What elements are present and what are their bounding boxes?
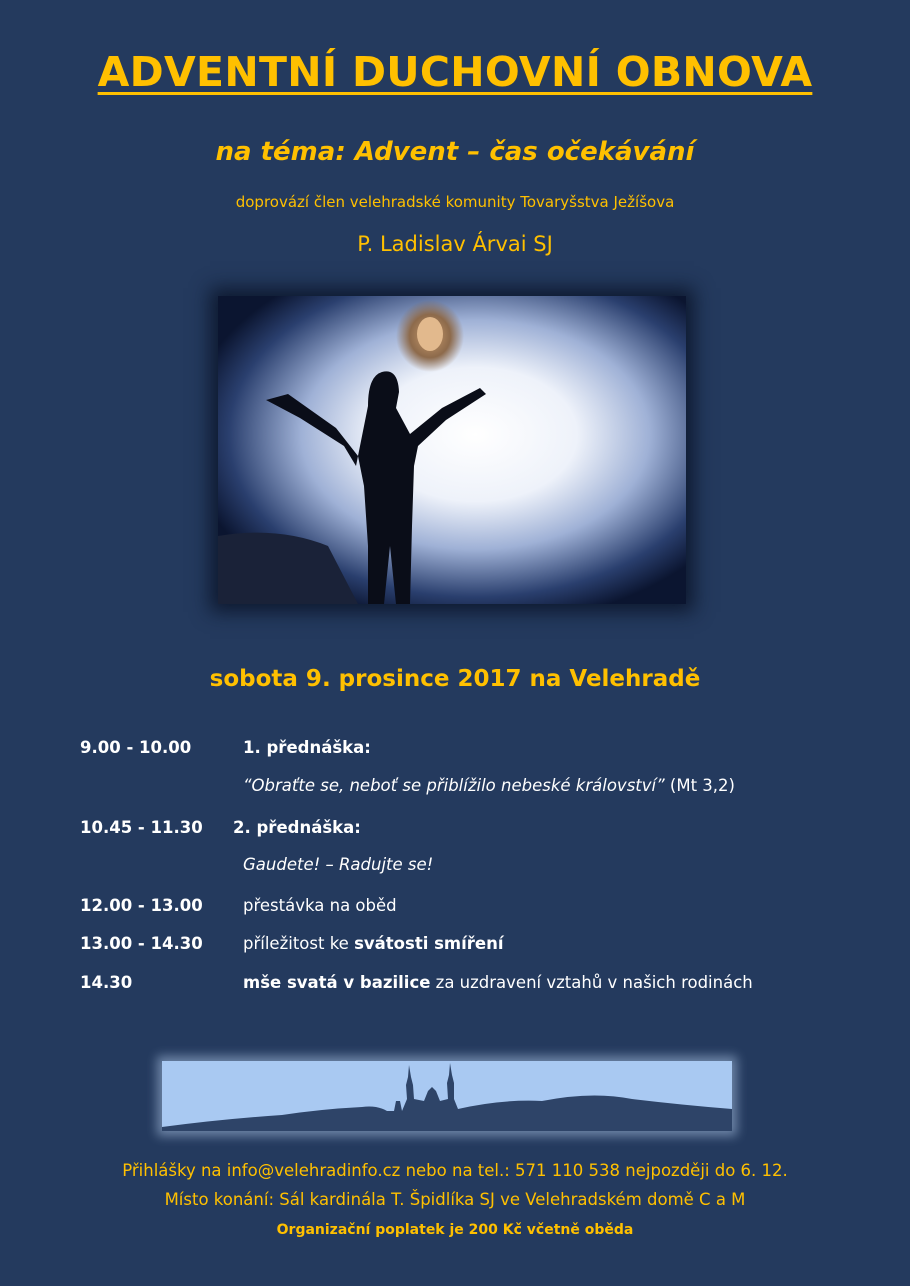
schedule-text: přestávka na oběd (243, 896, 397, 915)
schedule-description (243, 776, 735, 795)
venue-info: Místo konání: Sál kardinála T. Špidlíka SJ ve Velehradském domě C a M (164, 1190, 746, 1209)
schedule-row (0, 818, 910, 842)
schedule-description (243, 896, 397, 915)
schedule-time: 14.30 (80, 973, 133, 992)
companion-line: doprovází člen velehradské komunity Tovaryšstva Ježíšova (235, 193, 675, 211)
schedule-text: svátosti smíření (354, 934, 504, 953)
schedule-time: 9.00 - 10.00 (80, 738, 192, 757)
schedule-row (0, 855, 910, 879)
schedule-text: (Mt 3,2) (664, 776, 735, 795)
registration-info: Přihlášky na info@velehradinfo.cz nebo na tel.: 571 110 538 nejpozději do 6. 12. (122, 1161, 788, 1180)
schedule-description (243, 973, 753, 992)
schedule-text: “Obraťte se, neboť se přiblížilo nebeské království” (243, 776, 665, 795)
poster-title: ADVENTNÍ DUCHOVNÍ OBNOVA (97, 48, 813, 96)
schedule-time: 10.45 - 11.30 (80, 818, 203, 837)
schedule-text: mše svatá v bazilice (243, 973, 431, 992)
schedule-text: 2. přednáška: (233, 818, 361, 837)
poster-subtitle: na téma: Advent – čas očekávání (215, 137, 695, 167)
schedule-text: za uzdravení vztahů v našich rodinách (430, 973, 753, 992)
fee-info: Organizační poplatek je 200 Kč včetně oběda (276, 1222, 634, 1238)
schedule-time: 12.00 - 13.00 (80, 896, 203, 915)
schedule-row (0, 973, 910, 997)
velehrad-basilica-skyline-image (162, 1061, 732, 1131)
schedule-description (243, 934, 504, 953)
schedule-text: příležitost ke (243, 934, 355, 953)
schedule-text: Gaudete! – Radujte se! (243, 855, 434, 874)
schedule-text: 1. přednáška: (243, 738, 371, 757)
speaker-name: P. Ladislav Árvai SJ (357, 232, 553, 256)
schedule-time: 13.00 - 14.30 (80, 934, 203, 953)
schedule-description (243, 855, 433, 874)
schedule-row (0, 896, 910, 920)
schedule-row (0, 934, 910, 958)
schedule-description (233, 818, 361, 837)
schedule-row (0, 738, 910, 762)
event-date-line: sobota 9. prosince 2017 na Velehradě (209, 666, 701, 692)
person-with-raised-arms-and-christ-figure-image (218, 296, 686, 604)
schedule-row (0, 776, 910, 800)
schedule-description (243, 738, 371, 757)
